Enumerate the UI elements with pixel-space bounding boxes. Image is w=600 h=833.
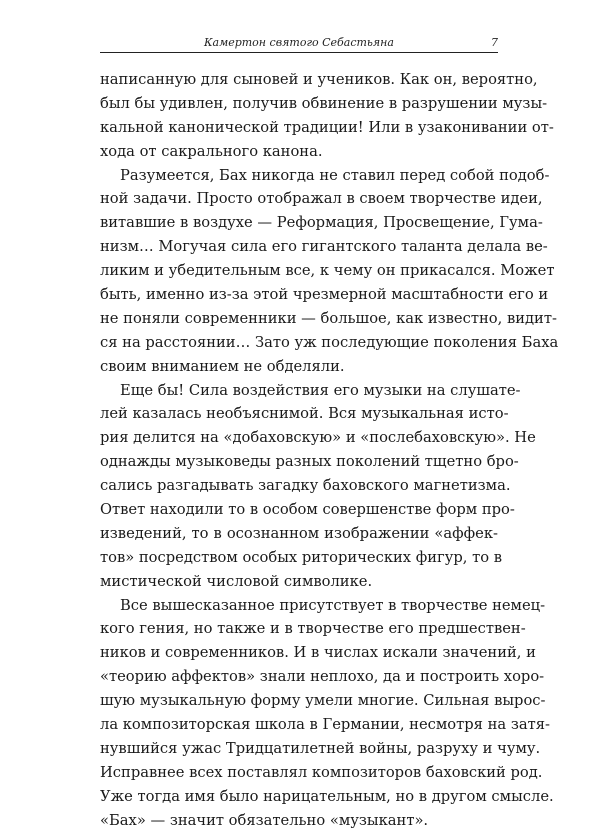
text-line: Исправнее всех поставлял композиторов баховский род.: [100, 763, 543, 781]
text-line: был бы удивлен, получив обвинение в разрушении музы-: [100, 94, 548, 112]
text-line: кальной канонической традиции! Или в узаконивании от-: [100, 118, 554, 136]
text-line: лей казалась необъяснимой. Вся музыкальная исто-: [100, 405, 509, 423]
text-line: Разумеется, Бах никогда не ставил перед собой подоб-: [120, 166, 550, 184]
text-line: ликим и убедительным все, к чему он прикасался. Может: [100, 262, 555, 280]
text-line: ла композиторская школа в Германии, несмотря на затя-: [100, 716, 550, 734]
text-line: нувшийся ужас Тридцатилетней войны, разруху и чуму.: [100, 739, 541, 757]
text-line: Все вышесказанное присутствует в творчестве немец-: [120, 596, 546, 614]
text-line: Еще бы! Сила воздействия его музыки на слушате-: [120, 381, 521, 399]
running-title: Камертон святого Себастьяна: [204, 36, 394, 49]
text-line: своим вниманием не обделяли.: [100, 357, 345, 375]
page-number: 7: [491, 36, 498, 49]
text-line: кого гения, но также и в творчестве его предшествен-: [100, 620, 526, 638]
text-line: Уже тогда имя было нарицательным, но в другом смысле.: [100, 787, 554, 805]
text-line: тов» посредством особых риторических фигур, то в: [100, 548, 503, 566]
text-line: ной задачи. Просто отображал в своем творчестве идеи,: [100, 190, 543, 208]
paragraph: [100, 68, 554, 164]
body-text: [100, 68, 559, 833]
text-line: однажды музыковеды разных поколений тщетно бро-: [100, 453, 519, 471]
text-line: «Бах» — значит обязательно «музыкант».: [100, 811, 429, 829]
text-line: шую музыкальную форму умели многие. Сильная вырос-: [100, 692, 546, 710]
text-line: ся на расстоянии… Зато уж последующие поколения Баха: [100, 333, 559, 351]
text-line: витавшие в воздухе — Реформация, Просвещение, Гума-: [100, 214, 543, 232]
text-line: мистической числовой символике.: [100, 572, 373, 590]
paragraph: [100, 594, 554, 833]
running-header: [100, 32, 498, 53]
text-line: рия делится на «добаховскую» и «послебаховскую». Не: [100, 429, 536, 447]
text-line: Ответ находили то в особом совершенстве форм про-: [100, 501, 515, 519]
paragraph: [100, 379, 536, 594]
text-line: быть, именно из-за этой чрезмерной масштабности его и: [100, 286, 549, 304]
text-line: ников и современников. И в числах искали значений, и: [100, 644, 536, 662]
text-line: хода от сакрального канона.: [100, 142, 323, 160]
text-line: не поняли современники — большое, как известно, видит-: [100, 309, 557, 327]
text-line: сались разгадывать загадку баховского магнетизма.: [100, 477, 511, 495]
paragraph: [100, 164, 559, 379]
text-line: изведений, то в осознанном изображении «аффек-: [100, 524, 498, 542]
text-line: низм… Могучая сила его гигантского таланта делала ве-: [100, 238, 548, 256]
text-line: «теорию аффектов» знали неплохо, да и построить хоро-: [100, 668, 545, 686]
text-line: написанную для сыновей и учеников. Как он, вероятно,: [100, 71, 538, 88]
